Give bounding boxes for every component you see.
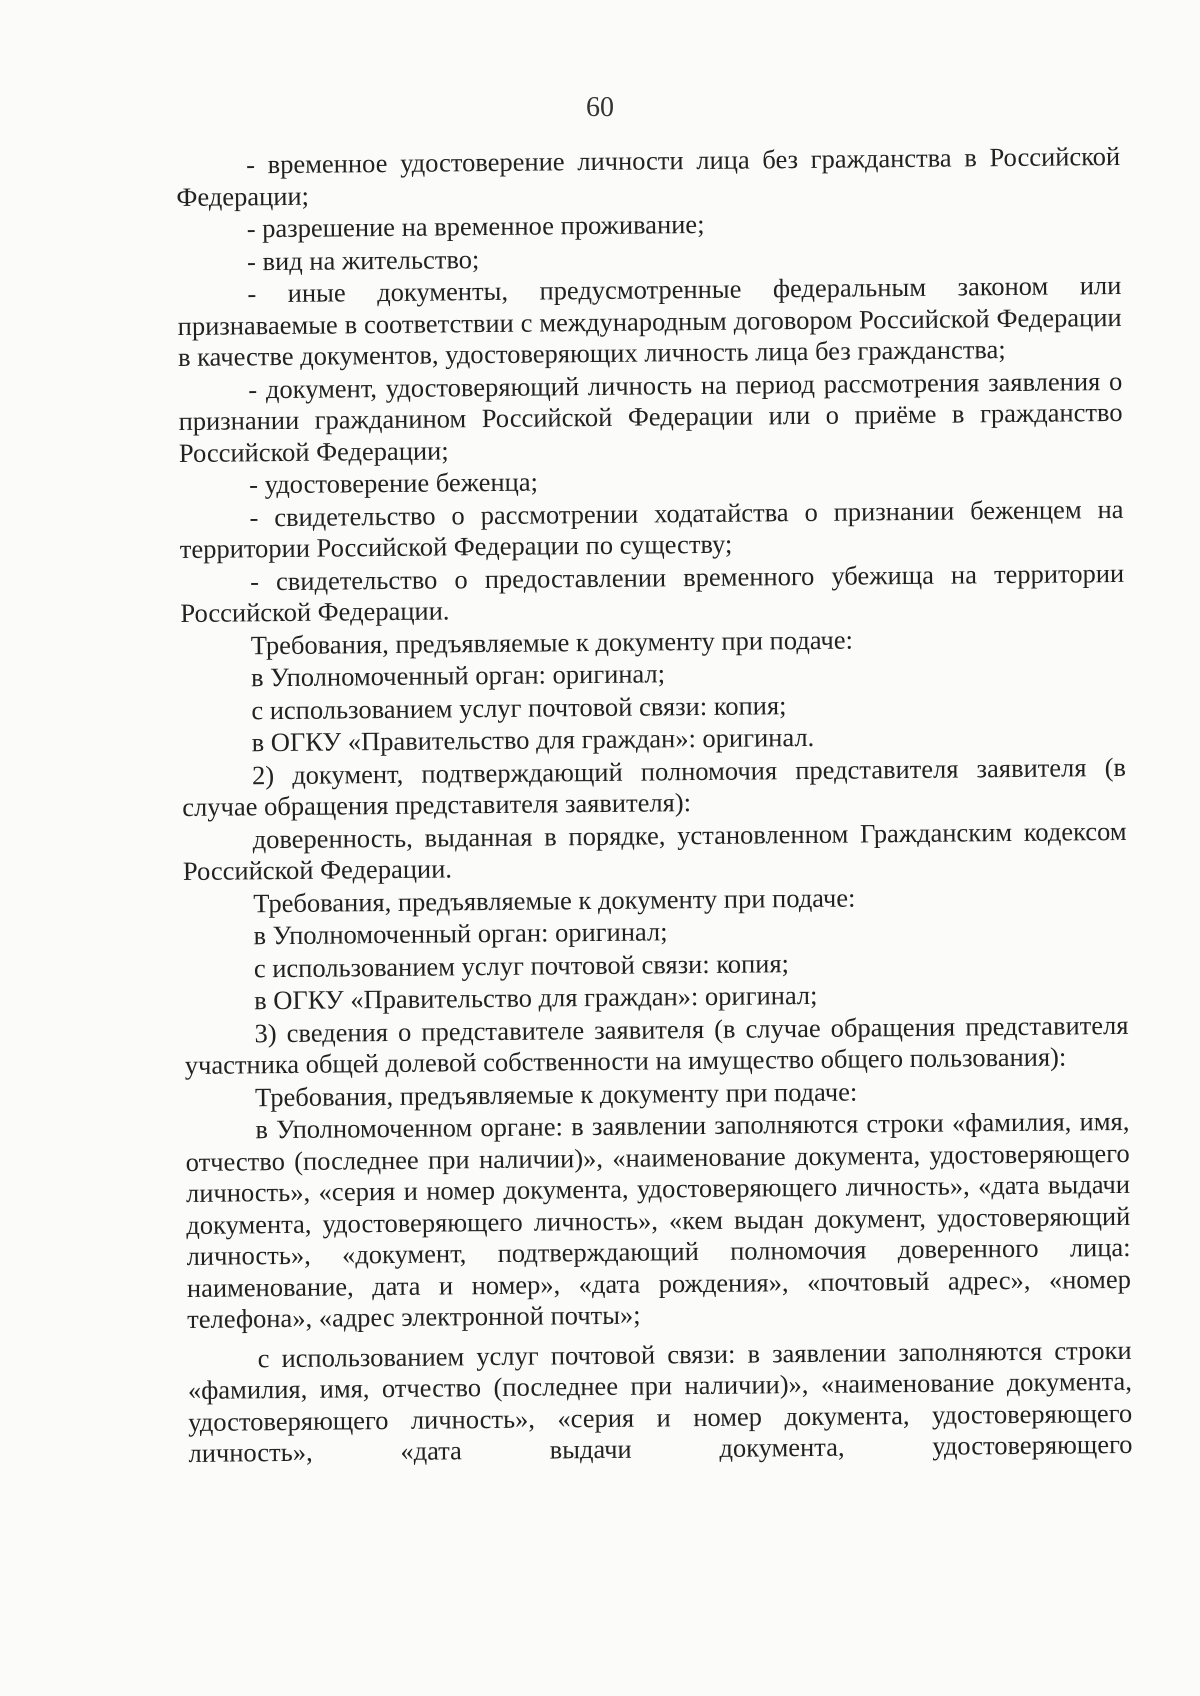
paragraph-authorized-body-1: в Уполномоченный орган: оригинал; [250,658,666,693]
paragraph-temporary-residence: - разрешение на временное проживание; [246,208,705,244]
paragraph-postal-1: с использованием услуг почтовой связи: копия; [251,689,787,725]
paragraph-refugee-certificate: - удостоверение беженца; [249,466,538,500]
paragraph-other-documents: - иные документы, предусмотренные федеральным законом или признаваемые в соответствии с международным договором Российской Федерации в качестве документов, удостоверяющих личность лица без гражданства; [177,269,1122,372]
paragraph-requirements-heading-3: Требования, предъявляемые к документу при подаче: [254,1076,858,1112]
paragraph-postal-2: с использованием услуг почтовой связи: копия; [253,947,790,983]
paragraph-ogku-1: в ОГКУ «Правительство для граждан»: оригинал. [251,721,815,758]
paragraph-citizenship-review-id: - документ, удостоверяющий личность на период рассмотрения заявления о признании гражданином Российской Федерации или о приёме в гражданство Российской Федерации; [178,365,1123,468]
paragraph-requirements-heading-2: Требования, предъявляемые к документу при подаче: [253,882,856,918]
paragraph-requirements-heading-1: Требования, предъявляемые к документу при подаче: [250,624,854,660]
paragraph-authorized-body-2: в Уполномоченный орган: оригинал; [253,916,668,951]
paragraph-postal-fields: с использованием услуг почтовой связи: в заявлении заполняются строки «фамилия, имя, отчество (последнее при наличии)», «наименование документа, удостоверяющего личность», «серия и номер документа, удостоверяющего личность», «дата выдачи документа, удостоверяющего [187,1334,1133,1468]
document-body [176,141,1133,1471]
paragraph-temporary-id: - временное удостоверение личности лица без гражданства в Российской Федерации; [176,140,1121,212]
page-number: 60 [586,92,614,123]
paragraph-residence-permit: - вид на жительство; [246,243,480,276]
paragraph-refugee-petition-certificate: - свидетельство о рассмотрении ходатайства о признании беженцем на территории Российской Федерации по существу; [179,493,1124,564]
paragraph-authorized-body-fields: в Уполномоченном органе: в заявлении заполняются строки «фамилия, имя, отчество (последнее при наличии)», «наименование документа, удостоверяющего личность», «серия и номер документа, удостоверяющего личность», «дата выдачи документа, удостоверяющего личность», «кем выдан документ, удостоверяющий личность», «документ, подтверждающий полномочия доверенного лица: наименование, дата и номер», «дата рождения», «почтовый адрес», «номер телефона», «адрес электронной почты»; [185,1105,1132,1334]
paragraph-power-of-attorney: доверенность, выданная в порядке, установленном Гражданским кодексом Российской Федерации. [182,815,1127,886]
paragraph-ogku-2: в ОГКУ «Правительство для граждан»: оригинал; [254,979,818,1016]
paragraph-item-3: 3) сведения о представителе заявителя (в случае обращения представителя участника общей долевой собственности на имущество общего пользования): [184,1009,1129,1080]
paragraph-temporary-asylum-certificate: - свидетельство о предоставлении временного убежища на территории Российской Федерации. [180,557,1125,628]
paragraph-item-2: 2) документ, подтверждающий полномочия представителя заявителя (в случае обращения представителя заявителя): [182,751,1127,822]
